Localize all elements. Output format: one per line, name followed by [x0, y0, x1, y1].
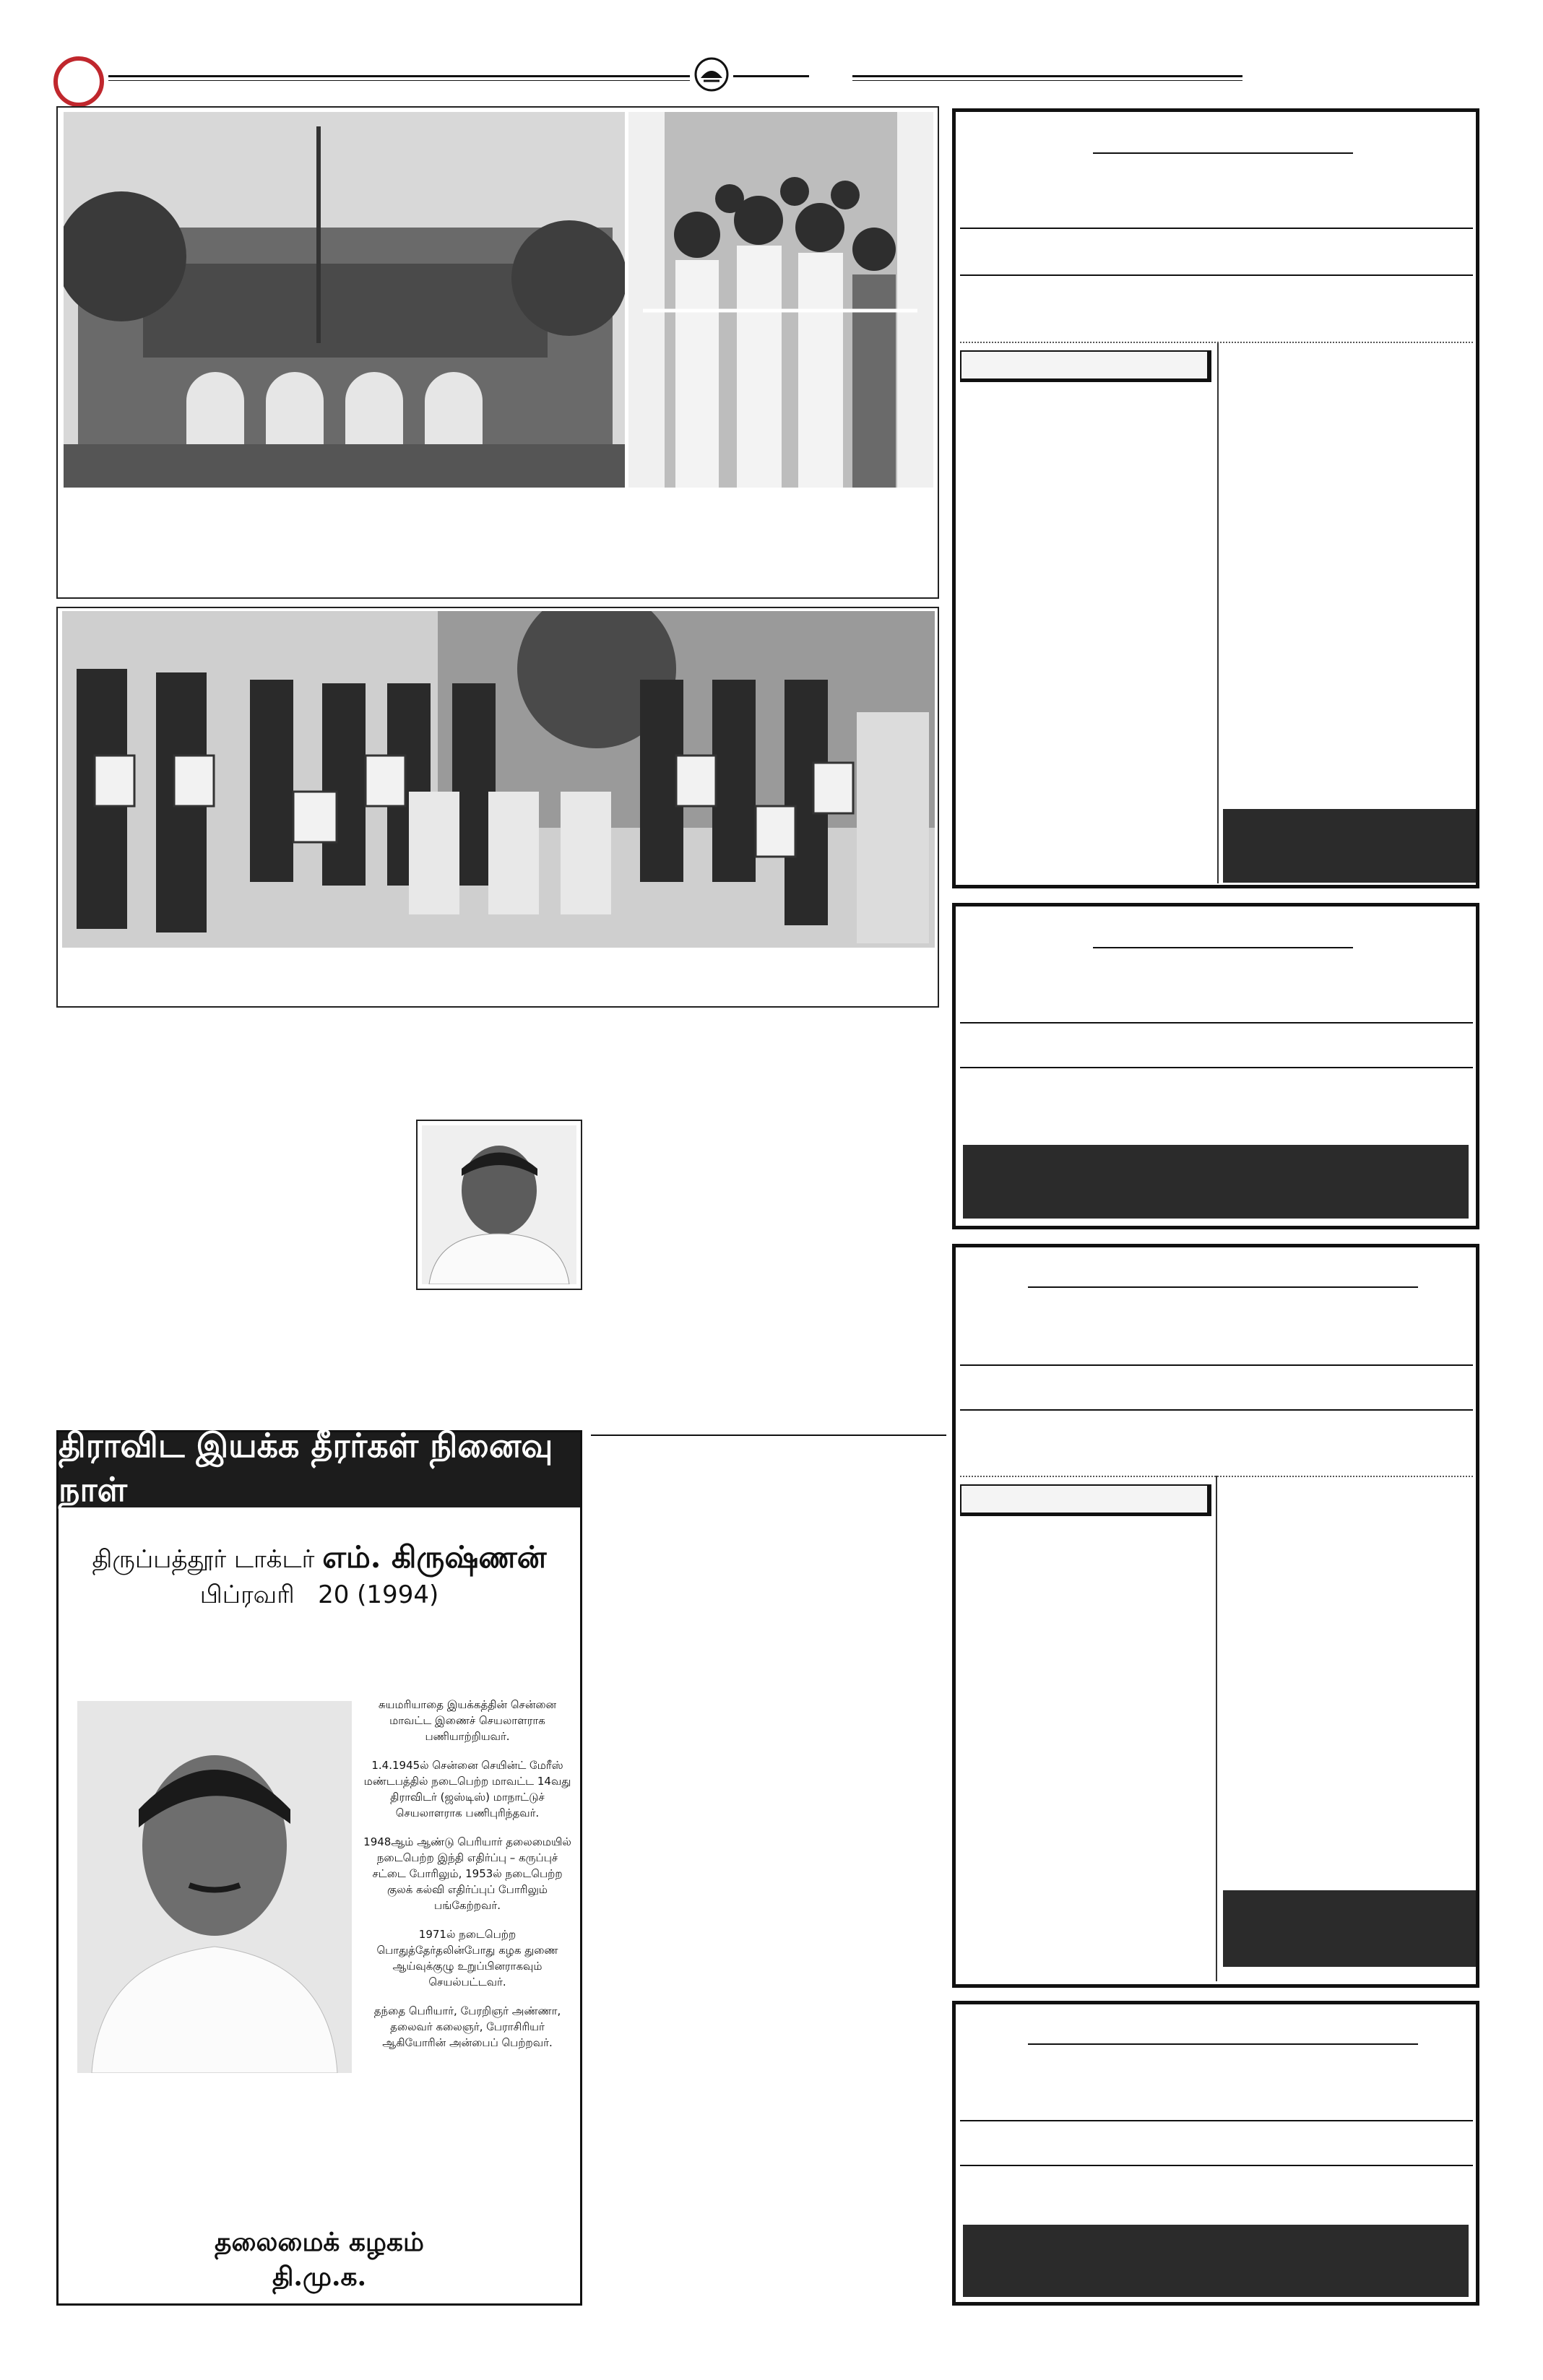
memorial-date: பிப்ரவரி 20 (1994)	[199, 1580, 439, 1609]
box-title-rule	[1028, 1286, 1418, 1288]
memorial-footer-line1: தலைமைக் கழகம்	[215, 2227, 424, 2257]
box-rule	[960, 274, 1473, 276]
right-column-box-4	[952, 2001, 1479, 2306]
box-title-rule	[1028, 2043, 1418, 2045]
right-column-box-3	[952, 1244, 1479, 1988]
masthead-rule-right-thin	[852, 80, 1242, 81]
leader-portrait-frame	[416, 1120, 582, 1290]
bio-paragraph: 1.4.1945ல் சென்னை செயின்ட் மேரீஸ் மண்டபத்தில் நடைபெற்ற மாவட்ட 14வது திராவிடர் (ஜஸ்டிஸ்) மாநாட்டுச் செயலாளராக பணிபுரிந்தவர்.	[363, 1759, 571, 1819]
box-dark-panel	[963, 2225, 1469, 2297]
leader-portrait-photo	[422, 1125, 576, 1284]
archives-building-photo	[64, 112, 625, 488]
box-dotted-rule	[960, 342, 1473, 343]
photo-panel-group	[56, 607, 939, 1008]
memorial-name-main: எம். கிருஷ்ணன்	[322, 1539, 547, 1575]
box-rule	[960, 1364, 1473, 1366]
column-separator-line	[591, 1435, 946, 1436]
memorial-name	[59, 1539, 580, 1579]
box-rule	[960, 2120, 1473, 2121]
right-column-box-2	[952, 903, 1479, 1229]
box-rule	[960, 1409, 1473, 1411]
box-subheading-bar	[960, 350, 1211, 382]
memorial-heading: திராவிட இயக்க தீரர்கள் நினைவு நாள்	[59, 1432, 580, 1507]
bio-paragraph: சுயமரியாதை இயக்கத்தின் சென்னை மாவட்ட இணைச் செயலாளராக பணியாற்றியவர்.	[378, 1698, 557, 1743]
box-dark-panel	[1223, 1890, 1476, 1967]
box-title-rule	[1093, 947, 1353, 948]
memorial-footer-line2: தி.மு.க.	[272, 2262, 367, 2292]
box-column-divider	[1217, 343, 1219, 883]
box-column-divider	[1216, 1476, 1217, 1981]
memorial-notice	[56, 1426, 582, 2306]
right-column-box-1	[952, 108, 1479, 888]
masthead-rule-center	[733, 75, 809, 77]
rising-sun-emblem-icon	[693, 56, 730, 92]
masthead-rule-left	[108, 75, 690, 77]
memorial-name-prefix: திருப்பத்தூர் டாக்டர்	[92, 1545, 323, 1574]
box-rule	[960, 2165, 1473, 2166]
memorial-portrait-photo	[77, 1701, 352, 2073]
masthead-rule-left-thin	[108, 80, 690, 81]
masthead-rule-right	[852, 75, 1242, 77]
photo-panel-top	[56, 106, 939, 599]
box-dark-panel	[963, 1145, 1469, 1219]
box-title-rule	[1093, 152, 1353, 154]
box-rule	[960, 1022, 1473, 1024]
box-rule	[960, 1067, 1473, 1068]
box-dark-panel	[1223, 809, 1476, 883]
bio-paragraph: 1971ல் நடைபெற்ற பொதுத்தேர்தலின்போது கழக துணை ஆய்வுக்குழு உறுப்பினராகவும் செயல்பட்டவர்.	[376, 1928, 558, 1989]
ribbon-cutting-photo	[628, 112, 933, 488]
box-subheading-bar	[960, 1484, 1211, 1516]
bio-paragraph: 1948ஆம் ஆண்டு பெரியார் தலைமையில் நடைபெற்ற இந்தி எதிர்ப்பு – கருப்புச் சட்டை போரிலும், 1953ல் நடைபெற்ற குலக் கல்வி எதிர்ப்புப் போரிலும் பங்கேற்றவர்.	[363, 1835, 571, 1912]
memorial-biography	[360, 1697, 574, 2064]
bio-paragraph: தந்தை பெரியார், பேரறிஞர் அண்ணா, தலைவர் கலைஞர், பேராசிரியர் ஆகியோரின் அன்பைப் பெற்றவர்.	[373, 2004, 561, 2049]
award-recipients-group-photo	[62, 611, 935, 948]
page-marker-icon	[53, 56, 104, 107]
box-rule	[960, 228, 1473, 229]
